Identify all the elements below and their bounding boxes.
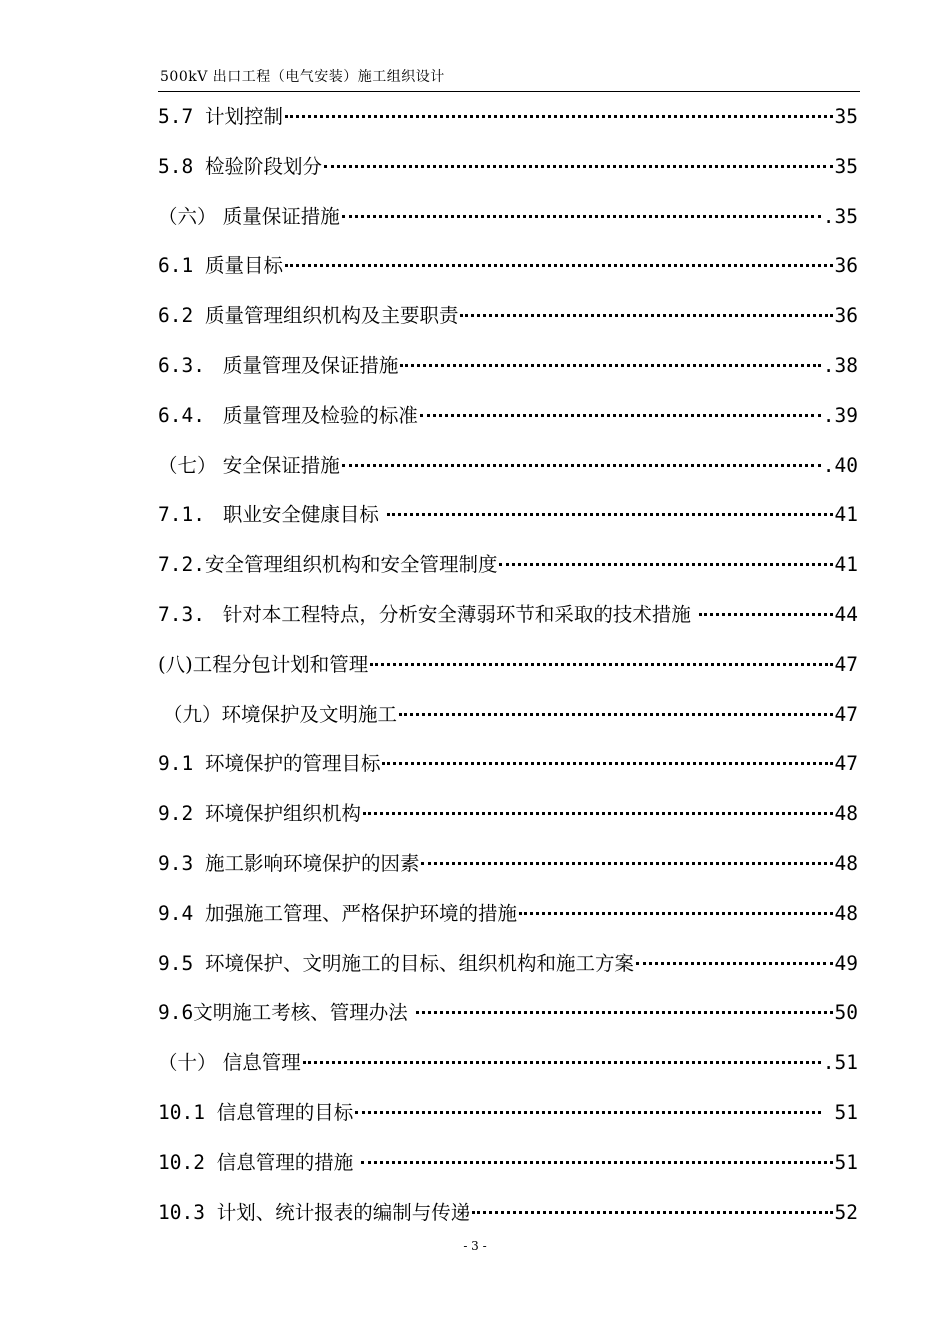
- dot-leader: [382, 759, 832, 765]
- toc-entry-title: 计划、统计报表的编制与传递: [216, 1200, 471, 1224]
- toc-entry-number: 9.1: [158, 752, 205, 776]
- toc-entry-number: 9.3: [158, 851, 205, 875]
- dot-leader: [420, 411, 821, 417]
- toc-entry-title: 质量管理组织机构及主要职责: [204, 304, 459, 328]
- toc-entry-page: 36: [834, 254, 858, 278]
- toc-entry-number: 7.3.: [158, 602, 217, 626]
- toc-entry-number: 7.2.: [158, 553, 205, 577]
- toc-entry-number: 9.5: [158, 951, 205, 975]
- toc-entry-number: 9.6: [158, 1001, 194, 1025]
- toc-entry-number: 10.1: [158, 1100, 217, 1124]
- toc-entry[interactable]: [158, 590, 858, 640]
- toc-entry[interactable]: [158, 241, 858, 291]
- toc-entry-number: 5.7: [158, 105, 205, 128]
- toc-entry-number: 9.2: [158, 802, 205, 826]
- toc-entry-title: 信息管理的措施: [216, 1150, 360, 1174]
- table-of-contents: [158, 92, 858, 1237]
- dot-leader: [399, 710, 833, 716]
- dot-leader: [303, 1058, 821, 1064]
- toc-entry-page: 48: [834, 901, 858, 925]
- toc-entry-page: 47: [834, 652, 858, 676]
- toc-entry-page: 35: [834, 105, 858, 128]
- toc-entry[interactable]: [158, 988, 858, 1038]
- toc-entry[interactable]: [158, 1188, 858, 1238]
- toc-entry-page: .38: [822, 353, 858, 377]
- toc-entry-page: 51: [822, 1100, 858, 1124]
- dot-leader: [285, 261, 833, 267]
- dot-leader: [355, 1108, 821, 1114]
- dot-leader: [421, 859, 832, 865]
- dot-leader: [387, 510, 832, 516]
- toc-entry-number: 10.2: [158, 1150, 217, 1174]
- toc-entry-title: 信息管理的目标: [216, 1100, 354, 1124]
- toc-entry-page: 51: [834, 1150, 858, 1174]
- dot-leader: [499, 560, 832, 566]
- toc-entry-number: 9.4: [158, 901, 205, 925]
- toc-entry[interactable]: [158, 142, 858, 192]
- toc-entry-number: 6.4.: [158, 403, 217, 427]
- toc-entry-number: 7.1.: [158, 503, 217, 527]
- toc-entry[interactable]: [158, 1138, 858, 1188]
- toc-entry-number: 6.1: [158, 254, 205, 278]
- toc-entry[interactable]: [158, 1088, 858, 1138]
- toc-entry-page: .35: [822, 204, 858, 228]
- toc-entry-page: 47: [834, 752, 858, 776]
- toc-entry[interactable]: [158, 540, 858, 590]
- dot-leader: [363, 809, 833, 815]
- dot-leader: [472, 1208, 832, 1214]
- toc-entry[interactable]: [158, 889, 858, 939]
- toc-entry-page: 50: [834, 1001, 858, 1025]
- toc-entry[interactable]: [158, 92, 858, 142]
- toc-entry-page: 52: [834, 1200, 858, 1224]
- dot-leader: [361, 1158, 832, 1164]
- dot-leader: [342, 212, 821, 218]
- toc-entry-title: 计划控制: [204, 105, 283, 128]
- dot-leader: [519, 909, 833, 915]
- toc-entry-title: （九）环境保护及文明施工: [163, 702, 398, 726]
- toc-entry-title: 安全管理组织机构和安全管理制度: [204, 553, 498, 577]
- toc-entry[interactable]: [158, 739, 858, 789]
- toc-entry[interactable]: [158, 192, 858, 242]
- dot-leader: [324, 162, 833, 168]
- toc-entry-title: 质量管理及保证措施: [216, 353, 399, 377]
- toc-entry-title: 文明施工考核、管理办法: [193, 1001, 414, 1025]
- toc-entry[interactable]: [158, 939, 858, 989]
- toc-entry[interactable]: [158, 839, 858, 889]
- toc-entry[interactable]: [158, 291, 858, 341]
- toc-entry-title: 加强施工管理、严格保护环境的措施: [204, 901, 517, 925]
- toc-entry-title: 环境保护的管理目标: [204, 752, 381, 776]
- toc-entry[interactable]: [158, 341, 858, 391]
- toc-entry-page: 47: [834, 702, 858, 726]
- dot-leader: [285, 112, 833, 118]
- toc-entry[interactable]: [158, 690, 858, 740]
- toc-entry-page: 41: [834, 503, 858, 527]
- toc-entry-title: （六） 质量保证措施: [158, 204, 340, 228]
- toc-entry-page: 35: [834, 154, 858, 178]
- toc-entry-title: 针对本工程特点，分析安全薄弱环节和采取的技术措施: [216, 602, 698, 626]
- toc-entry-page: 48: [834, 802, 858, 826]
- toc-entry-page: 36: [834, 304, 858, 328]
- toc-entry-number: 10.3: [158, 1200, 217, 1224]
- toc-entry-page: .51: [822, 1051, 858, 1075]
- toc-entry[interactable]: [158, 490, 858, 540]
- toc-entry-page: .40: [822, 453, 858, 477]
- dot-leader: [342, 461, 821, 467]
- toc-entry[interactable]: [158, 441, 858, 491]
- toc-entry[interactable]: [158, 640, 858, 690]
- dot-leader: [636, 959, 833, 965]
- toc-entry[interactable]: [158, 391, 858, 441]
- toc-entry-title: 质量目标: [204, 254, 283, 278]
- dot-leader: [699, 610, 832, 616]
- toc-entry-title: (八)工程分包计划和管理: [158, 652, 369, 676]
- toc-entry-number: 6.2: [158, 304, 205, 328]
- toc-entry-title: 质量管理及检验的标准: [216, 403, 418, 427]
- toc-entry-title: （十） 信息管理: [158, 1051, 301, 1075]
- dot-leader: [370, 660, 832, 666]
- toc-entry-title: 职业安全健康目标: [216, 503, 386, 527]
- toc-entry-title: 检验阶段划分: [204, 154, 322, 178]
- toc-entry-number: 5.8: [158, 154, 205, 178]
- page-number: - 3 -: [463, 1239, 487, 1253]
- toc-entry-page: 48: [834, 851, 858, 875]
- toc-entry-page: .39: [822, 403, 858, 427]
- toc-entry-page: 41: [834, 553, 858, 577]
- dot-leader: [416, 1008, 833, 1014]
- toc-entry-title: 施工影响环境保护的因素: [204, 851, 420, 875]
- running-header: 500kV 出口工程（电气安装）施工组织设计: [160, 69, 445, 85]
- toc-entry-title: 环境保护、文明施工的目标、组织机构和施工方案: [204, 951, 634, 975]
- toc-entry-title: 环境保护组织机构: [204, 802, 361, 826]
- toc-entry-page: 44: [834, 602, 858, 626]
- dot-leader: [460, 311, 832, 317]
- toc-entry-number: 6.3.: [158, 353, 217, 377]
- dot-leader: [400, 361, 820, 367]
- toc-entry-title: （七） 安全保证措施: [158, 453, 340, 477]
- toc-entry[interactable]: [158, 1038, 858, 1088]
- toc-entry[interactable]: [158, 789, 858, 839]
- toc-entry-page: 49: [834, 951, 858, 975]
